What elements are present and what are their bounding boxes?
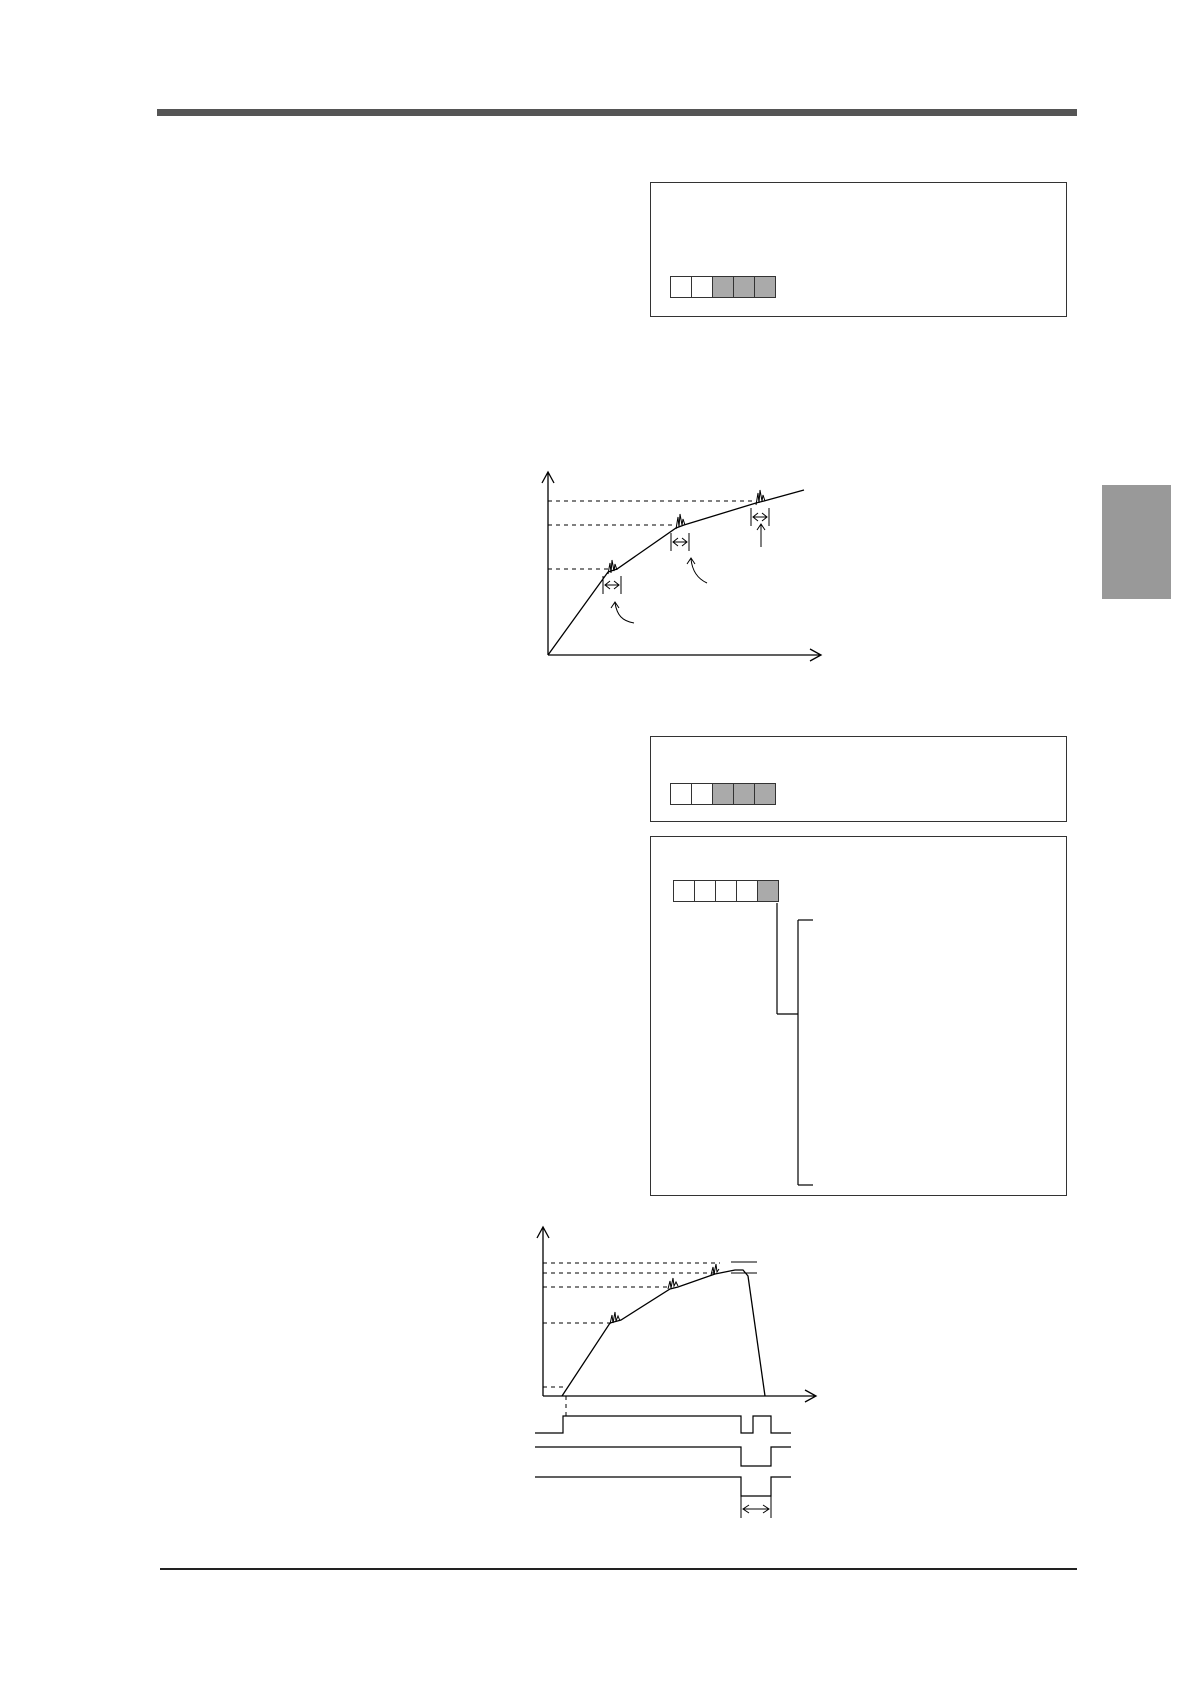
multi-step-curve-graph (530, 465, 830, 670)
signal-line-2 (535, 1447, 791, 1466)
digit-cell-3 (712, 783, 734, 805)
digit-cell-5 (754, 783, 776, 805)
noise-marks (608, 490, 765, 574)
chapter-side-tab (1102, 485, 1171, 599)
signal-line-1 (535, 1416, 791, 1433)
settings-box-1 (650, 182, 1067, 317)
timing-chart (535, 1218, 825, 1533)
settings-box-3 (650, 836, 1067, 1196)
duration-marker (741, 1496, 771, 1518)
digit-cell-4 (733, 783, 755, 805)
level-guides (543, 1263, 720, 1416)
digit-cell-3 (712, 276, 734, 298)
callout-arrow-2 (691, 559, 707, 583)
response-curve (562, 1270, 765, 1396)
digit-display-1 (670, 276, 775, 298)
settings-box-2 (650, 736, 1067, 822)
header-rule (157, 109, 1077, 116)
digit-display-2 (670, 783, 775, 805)
digit-cell-4 (733, 276, 755, 298)
digit-cell-1 (670, 276, 692, 298)
digit-cell-2 (691, 276, 713, 298)
callout-arrows (611, 524, 765, 623)
response-curve (548, 490, 804, 655)
digit-cell-2 (691, 783, 713, 805)
level-guides (548, 501, 756, 569)
option-bracket-diagram (651, 837, 1068, 1197)
digit-cell-5 (754, 276, 776, 298)
footer-rule (160, 1568, 1077, 1570)
digit-cell-1 (670, 783, 692, 805)
signal-lines (535, 1416, 791, 1496)
interval-markers (603, 508, 769, 594)
signal-line-3 (535, 1477, 791, 1496)
